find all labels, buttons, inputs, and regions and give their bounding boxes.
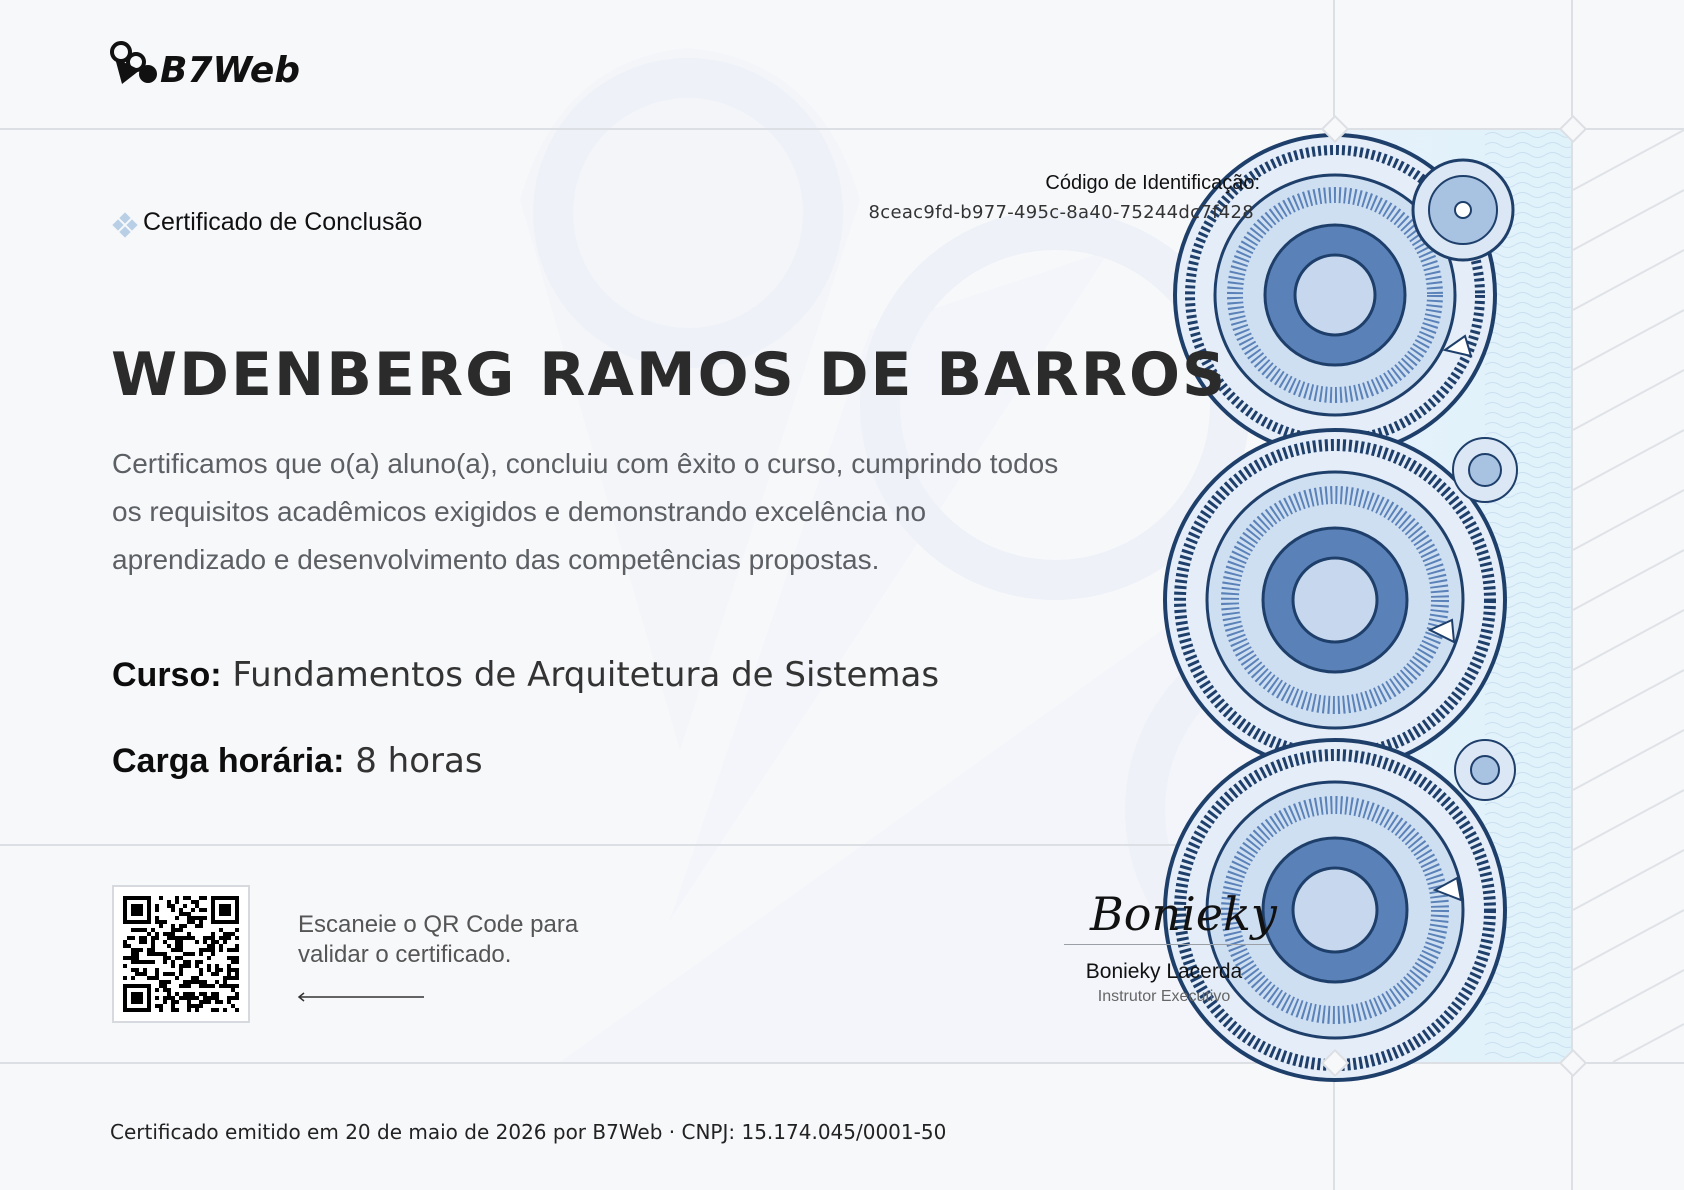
signature-line <box>1064 944 1270 945</box>
signer-name: Bonieky Lacerda <box>1085 960 1243 983</box>
certificate-statement: Certificamos que o(a) aluno(a), concluiu com êxito o curso, cumprindo todos os requisitos acadêmicos exigidos e demonstrando excelência no aprendizado e desenvolvimento das competências propostas. <box>112 448 1059 575</box>
ornamental-band <box>1335 130 1571 1062</box>
certificate-type-label: Certificado de Conclusão <box>143 208 423 236</box>
hours-value: 8 horas <box>355 741 483 781</box>
bottom-rule <box>0 1062 1684 1064</box>
course-field <box>112 655 939 695</box>
signer-role: Instrutor Executivo <box>1097 988 1231 1005</box>
course-value: Fundamentos de Arquitetura de Sistemas <box>232 655 940 695</box>
hatch-pattern <box>1573 130 1684 1062</box>
qr-code[interactable] <box>112 885 250 1023</box>
qr-instruction: Escaneie o QR Code para validar o certificado. <box>298 911 579 968</box>
lower-rule <box>0 844 1334 846</box>
issue-footer: Certificado emitido em 20 de maio de 2026 por B7Web · CNPJ: 15.174.045/0001-50 <box>110 1120 947 1144</box>
identification-label: Código de Identificação: <box>1045 172 1260 194</box>
hours-field <box>112 741 483 781</box>
student-name: WDENBERG RAMOS DE BARROS <box>111 340 1228 410</box>
course-label: Curso: <box>112 656 222 694</box>
brand-logo-icon <box>110 40 158 86</box>
arrow-left-icon <box>296 990 426 1004</box>
qr-code-image <box>114 887 248 1021</box>
hours-label: Carga horária: <box>112 742 345 780</box>
brand-name: B7Web <box>160 50 301 91</box>
svg-text:Bonieky: Bonieky <box>1090 887 1277 941</box>
identification-code: 8ceac9fd-b977-495c-8a40-75244dc7f428 <box>868 202 1254 223</box>
handwritten-signature <box>1085 885 1277 960</box>
diamond-bullet-icon <box>113 213 137 237</box>
